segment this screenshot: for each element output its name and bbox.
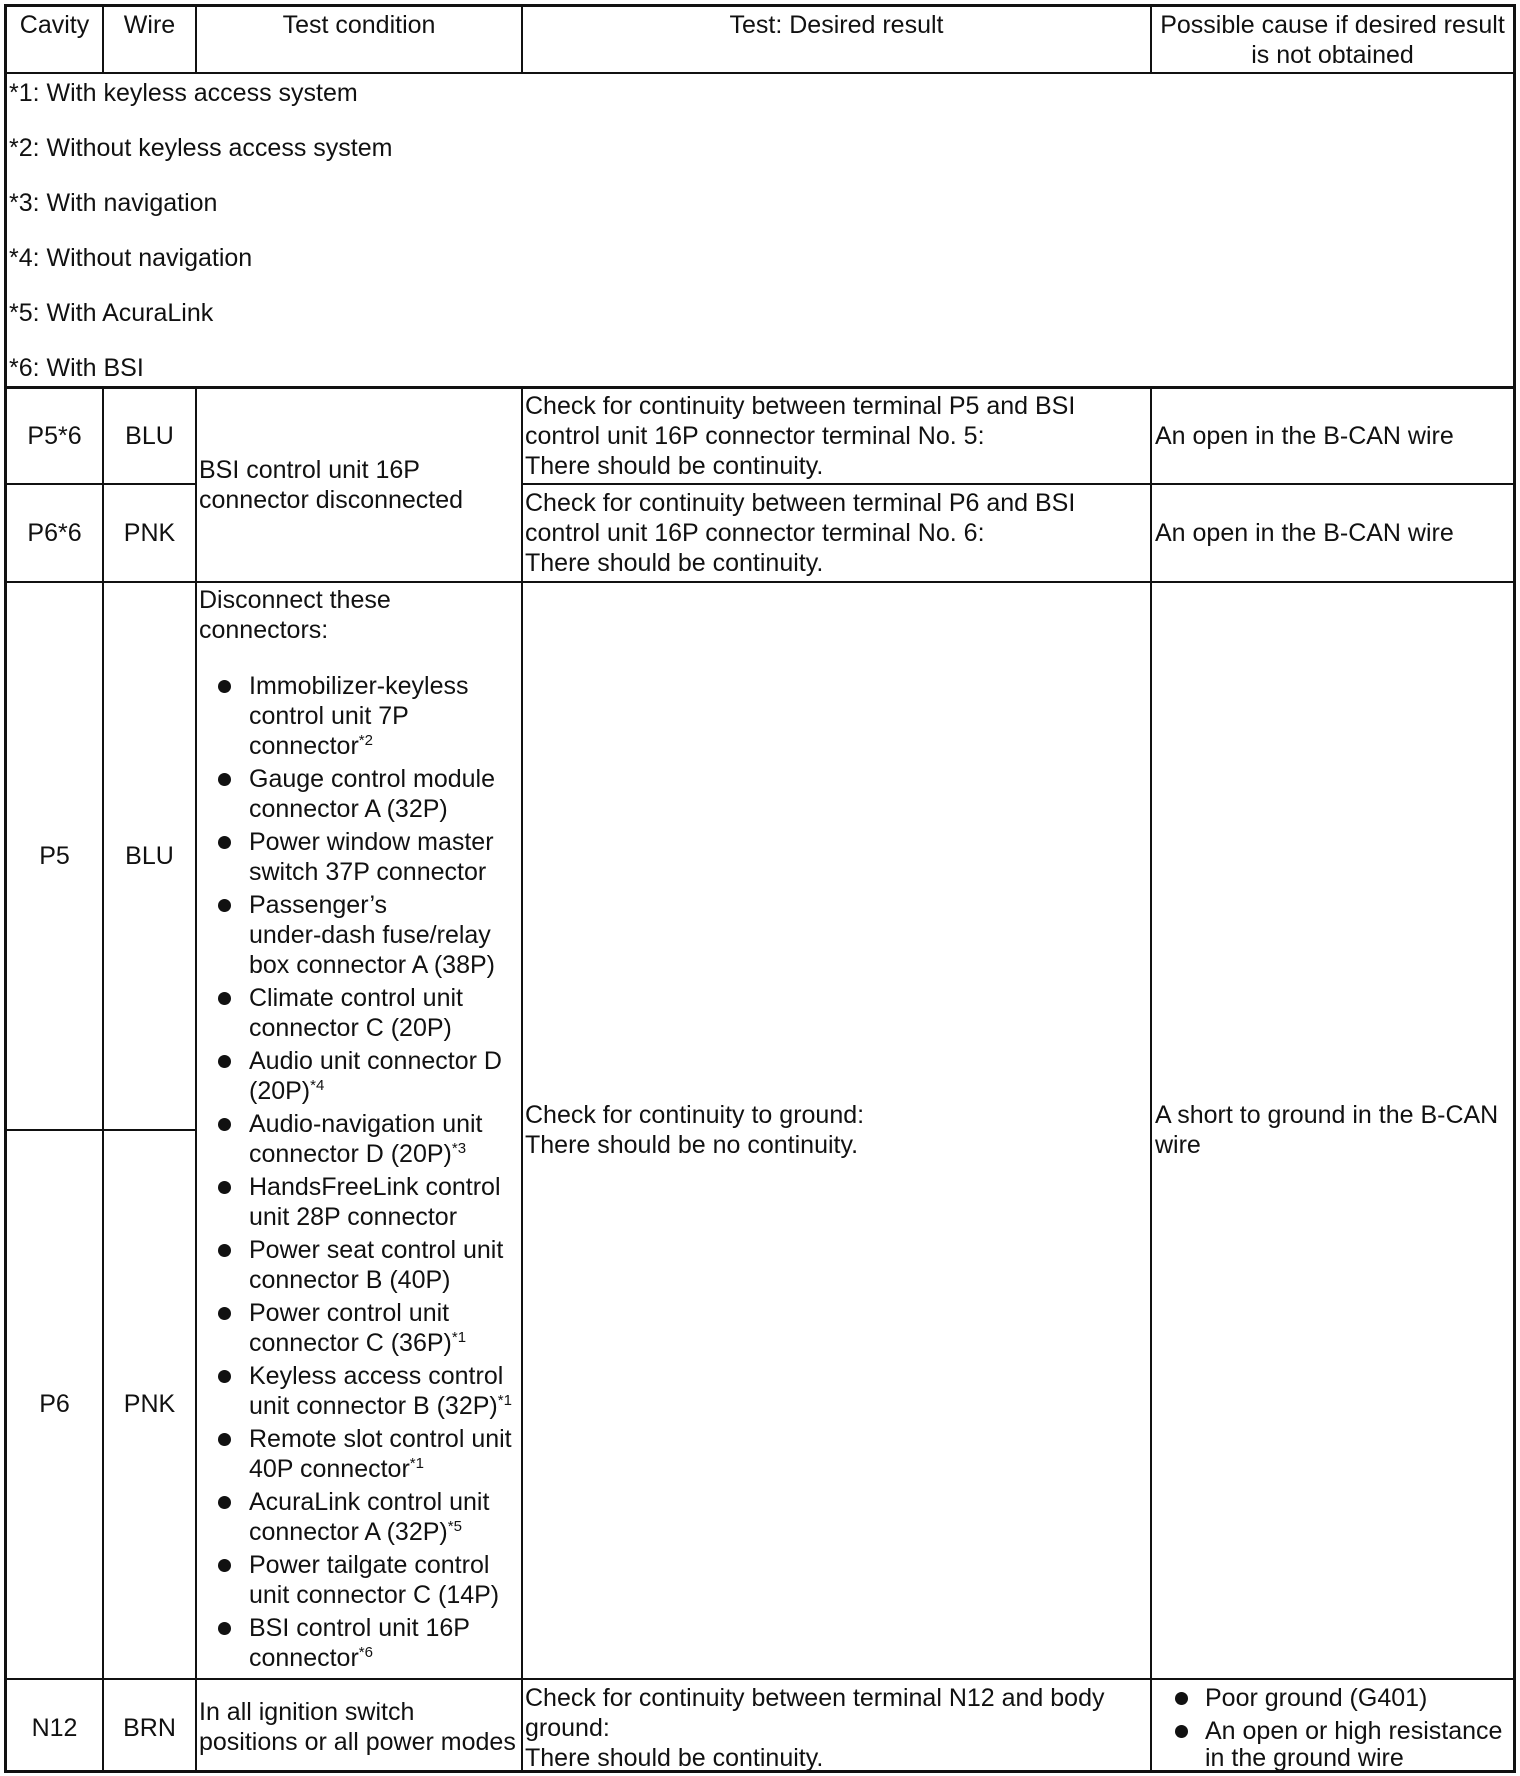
connector-2-l1: Gauge control module xyxy=(249,765,495,793)
connector-14-l1: Power tailgate control xyxy=(249,1551,490,1579)
p5-wire: BLU xyxy=(125,842,174,870)
n12-cause-2b: in the ground wire xyxy=(1205,1744,1404,1772)
connector-15-note: *6 xyxy=(358,1644,373,1661)
p6-cavity: P6 xyxy=(39,1390,70,1418)
p5star-cause: An open in the B-CAN wire xyxy=(1155,422,1454,450)
bullet-c7 xyxy=(218,1118,231,1131)
connector-11-note: *1 xyxy=(497,1392,512,1409)
header-possible-cause-2: is not obtained xyxy=(1251,41,1414,69)
bullet-c15 xyxy=(218,1622,231,1635)
short-condition-intro-1: Disconnect these xyxy=(199,586,391,614)
connector-3-l1: Power window master xyxy=(249,828,494,856)
n12-condition-1: In all ignition switch xyxy=(199,1698,415,1726)
short-result-1: Check for continuity to ground: xyxy=(525,1101,865,1129)
p5star-result-3: There should be continuity. xyxy=(525,452,824,480)
row-line-p6star-right xyxy=(521,483,1516,485)
bullet-c6 xyxy=(218,1055,231,1068)
bullet-n12-cause-1 xyxy=(1175,1692,1188,1705)
connector-7-note: *3 xyxy=(451,1140,467,1157)
connector-13-l2: connector A $(32P)^{*5}$ xyxy=(249,1518,462,1546)
header-possible-cause-1: Possible cause if desired result xyxy=(1160,11,1505,39)
p6-wire: PNK xyxy=(123,1390,176,1418)
short-condition-intro-2: connectors: xyxy=(199,616,329,644)
connector-11-l2: unit connector B $(32P)^{*1}$ xyxy=(249,1392,512,1420)
header-wire: Wire xyxy=(123,11,176,39)
connector-7-l2: connector D $(20P)^{*3}$ xyxy=(249,1140,467,1168)
short-cause-1: A short to ground in the B-CAN xyxy=(1155,1101,1499,1129)
p6star-result-3: There should be continuity. xyxy=(525,549,824,577)
header-cavity: Cavity xyxy=(19,11,90,39)
note-1: *1: With keyless access system xyxy=(9,79,358,107)
note-5: *5: With AcuraLink xyxy=(9,299,214,327)
n12-result-1: Check for continuity between terminal N12 and body xyxy=(525,1684,1105,1712)
connector-15-l2: connector$^{*6}$ xyxy=(249,1644,373,1672)
connector-15-l1: BSI control unit 16P xyxy=(249,1614,470,1642)
p6star-wire: PNK xyxy=(123,519,176,547)
connector-10-l2: connector C $(36P)^{*1}$ xyxy=(249,1329,467,1357)
table-border-top xyxy=(4,4,1516,7)
p5star-cavity: P5*6 xyxy=(27,422,82,450)
p6star-result-1: Check for continuity between terminal P6 and BSI xyxy=(525,489,1076,517)
col-line-2-body xyxy=(195,386,197,1773)
n12-result-2: ground: xyxy=(525,1714,610,1742)
connector-3-l2: switch 37P connector xyxy=(249,858,487,886)
bullet-c11 xyxy=(218,1370,231,1383)
n12-wire: BRN xyxy=(123,1714,176,1742)
connector-7-l1: Audio-navigation unit xyxy=(249,1110,483,1138)
connector-1-l2: control unit 7P xyxy=(249,702,409,730)
short-cause-2: wire xyxy=(1155,1131,1201,1159)
p6star-cavity: P6*6 xyxy=(27,519,82,547)
connector-4-l3: box connector A (38P) xyxy=(249,951,495,979)
connector-6-l2: $(20P)^{*4}$ xyxy=(249,1077,325,1105)
bullet-c12 xyxy=(218,1433,231,1446)
p5star-wire: BLU xyxy=(125,422,174,450)
n12-condition-2: positions or all power modes xyxy=(199,1728,516,1756)
connector-6-l1: Audio unit connector D xyxy=(249,1047,502,1075)
bullet-c10 xyxy=(218,1307,231,1320)
connector-8-l1: HandsFreeLink control xyxy=(249,1173,501,1201)
bullet-c8 xyxy=(218,1181,231,1194)
p5star-result-2: control unit 16P connector terminal No. 5: xyxy=(525,422,985,450)
header-divider xyxy=(4,72,1516,74)
p5-cavity: P5 xyxy=(39,842,70,870)
n12-cause-2a: An open or high resistance xyxy=(1205,1717,1503,1745)
p6star-cause: An open in the B-CAN wire xyxy=(1155,519,1454,547)
col-line-1-body xyxy=(102,386,104,1773)
connector-12-note: *1 xyxy=(409,1455,424,1472)
connector-4-l1: Passenger’s xyxy=(249,891,388,919)
connector-1-l1: Immobilizer-keyless xyxy=(249,672,469,700)
connector-10-l1: Power control unit xyxy=(249,1299,450,1327)
p6star-result-2: control unit 16P connector terminal No. 6: xyxy=(525,519,985,547)
notes-divider xyxy=(4,386,1516,389)
connector-1-note: *2 xyxy=(358,732,373,749)
note-4: *4: Without navigation xyxy=(9,244,253,272)
connector-9-l2: connector B (40P) xyxy=(249,1266,451,1294)
connector-14-l2: unit connector C (14P) xyxy=(249,1581,500,1609)
row-line-group xyxy=(4,581,1516,583)
row-line-n12 xyxy=(4,1678,1516,1680)
connector-4-l2: under-dash fuse/relay xyxy=(249,921,491,949)
note-3: *3: With navigation xyxy=(9,189,218,217)
bullet-c1 xyxy=(218,680,231,693)
col-line-3-body xyxy=(521,386,523,1773)
bullet-c2 xyxy=(218,773,231,786)
n12-result-3: There should be continuity. xyxy=(525,1744,824,1772)
connector-5-l1: Climate control unit xyxy=(249,984,463,1012)
connector-9-l1: Power seat control unit xyxy=(249,1236,504,1264)
connector-1-l3: connector$^{*2}$ xyxy=(249,732,373,760)
col-line-4-body xyxy=(1150,386,1152,1773)
connector-10-note: *1 xyxy=(451,1329,467,1346)
table-border-right xyxy=(1513,4,1516,1773)
bullet-c13 xyxy=(218,1496,231,1509)
header-desired-result: Test: Desired result xyxy=(729,11,944,39)
bsi-condition-1: BSI control unit 16P xyxy=(199,456,420,484)
connector-5-l2: connector C (20P) xyxy=(249,1014,452,1042)
note-2: *2: Without keyless access system xyxy=(9,134,393,162)
table-border-left xyxy=(4,4,7,1773)
n12-cavity: N12 xyxy=(31,1714,78,1742)
header-test-condition: Test condition xyxy=(282,11,436,39)
row-line-p6 xyxy=(4,1129,195,1131)
bsi-condition-2: connector disconnected xyxy=(199,486,464,514)
bullet-n12-cause-2 xyxy=(1175,1725,1188,1738)
bullet-c3 xyxy=(218,836,231,849)
connector-2-l2: connector A (32P) xyxy=(249,795,448,823)
connector-13-l1: AcuraLink control unit xyxy=(249,1488,490,1516)
bullet-c9 xyxy=(218,1244,231,1257)
bullet-c14 xyxy=(218,1559,231,1572)
connector-12-l1: Remote slot control unit xyxy=(249,1425,512,1453)
bullet-c5 xyxy=(218,992,231,1005)
connector-11-l1: Keyless access control xyxy=(249,1362,504,1390)
connector-8-l2: unit 28P connector xyxy=(249,1203,458,1231)
connector-13-note: *5 xyxy=(447,1518,462,1535)
row-line-p6star xyxy=(4,483,195,485)
p5star-result-1: Check for continuity between terminal P5 and BSI xyxy=(525,392,1076,420)
note-6: *6: With BSI xyxy=(9,354,144,382)
short-result-2: There should be no continuity. xyxy=(525,1131,859,1159)
connector-6-note: *4 xyxy=(310,1077,325,1094)
n12-cause-1: Poor ground (G401) xyxy=(1205,1684,1428,1712)
bullet-c4 xyxy=(218,899,231,912)
connector-12-l2: 40P connector$^{*1}$ xyxy=(249,1455,424,1483)
